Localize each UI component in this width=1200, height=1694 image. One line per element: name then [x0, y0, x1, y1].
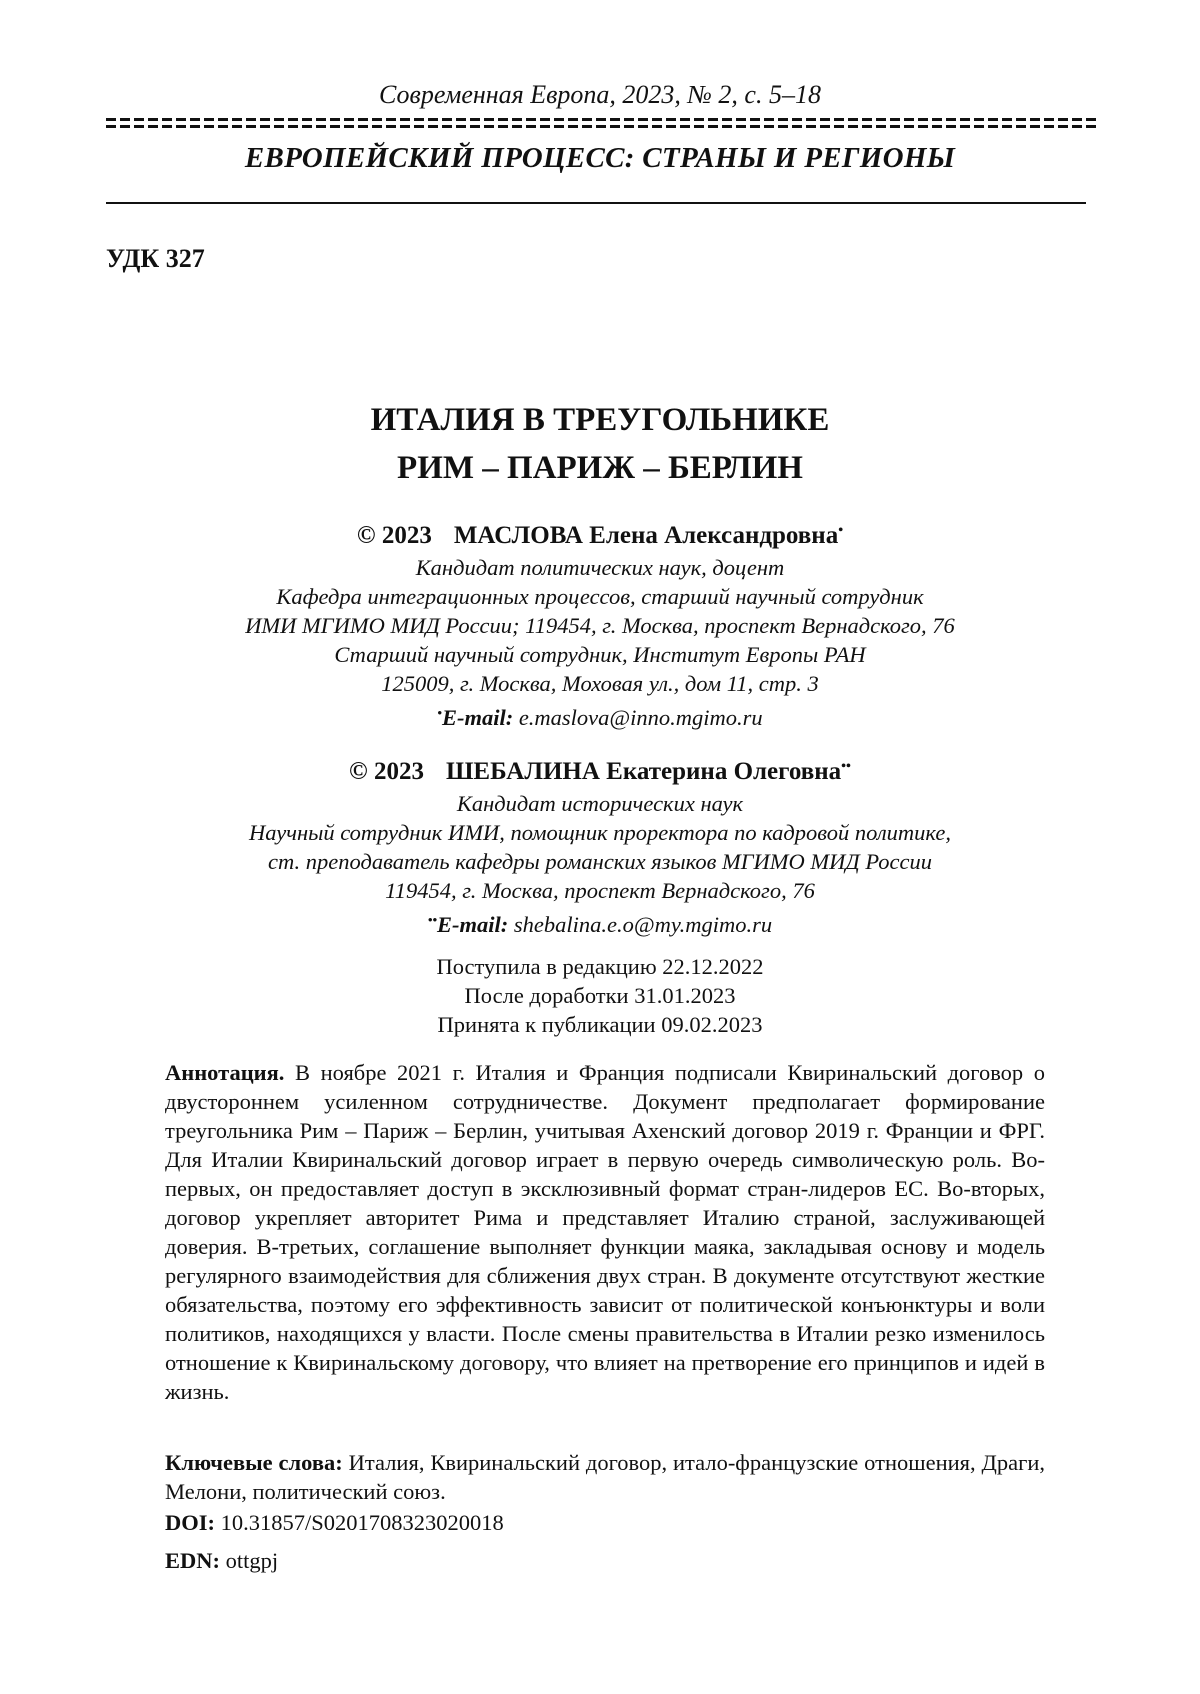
edn-value: ottgpj: [225, 1548, 279, 1573]
author-2-email-line: [0, 905, 1200, 939]
abstract-label: Аннотация.: [165, 1060, 285, 1085]
author-block-2: [0, 750, 1200, 939]
author-1-email[interactable]: e.maslova@inno.mgimo.ru: [518, 705, 763, 730]
doi-label: DOI:: [165, 1510, 215, 1535]
keywords-label: Ключевые слова:: [165, 1450, 343, 1475]
author-1-email-label: •E-mail:: [437, 705, 514, 730]
article-title: [0, 396, 1200, 492]
author-1-affiliation-line: Кафедра интеграционных процессов, старший научный сотрудник: [276, 584, 924, 609]
edn-label: EDN:: [165, 1548, 220, 1573]
section-title: ЕВРОПЕЙСКИЙ ПРОЦЕСС: СТРАНЫ И РЕГИОНЫ: [244, 142, 956, 174]
author-2-name: ШЕБАЛИНА Екатерина Олеговна: [445, 758, 842, 785]
keywords-text: Италия, Квиринальский договор, итало-французские отношения, Драги, Мелони, политический союз.: [165, 1450, 1046, 1504]
abstract-text: В ноябре 2021 г. Италия и Франция подписали Квиринальский договор о двустороннем усиленном сотрудничестве. Документ предполагает формирование треугольника Рим – Париж – Берлин, учитывая Ахенский договор 2019 г. Франции и ФРГ. Для Италии Квиринальский договор играет в первую очередь символическую роль. Во-первых, он предоставляет доступ в эксклюзивный формат стран-лидеров ЕС. Во-вторых, договор укрепляет авторитет Рима и представляет Италию страной, заслуживающей доверия. В-третьих, соглашение выполняет функции маяка, закладывая основу и модель регулярного взаимодействия для сближения двух стран. В документе отсутствуют жесткие обязательства, поэтому его эффективность зависит от политической конъюнктуры и воли политиков, находящихся у власти. После смены правительства в Италии резко изменилось отношение к Квиринальскому договору, что влияет на претворение его принципов и идей в жизнь.: [165, 1060, 1046, 1404]
author-1-affiliation-line: ИМИ МГИМО МИД России; 119454, г. Москва, проспект Вернадского, 76: [245, 613, 955, 638]
edn-line: [165, 1546, 278, 1575]
author-2-name-line: [0, 750, 1200, 789]
article-title-line-2: РИМ – ПАРИЖ – БЕРЛИН: [397, 450, 803, 486]
author-1-affiliation-line: Кандидат политических наук, доцент: [415, 555, 785, 580]
date-revised: После доработки 31.01.2023: [464, 983, 736, 1008]
author-1-copyright: © 2023: [356, 522, 432, 549]
abstract: [165, 1058, 1045, 1406]
section-divider: [106, 202, 1086, 204]
author-2-affiliation-line: Кандидат исторических наук: [456, 791, 744, 816]
date-accepted: Принята к публикации 09.02.2023: [437, 1012, 763, 1037]
date-received: Поступила в редакцию 22.12.2022: [436, 954, 764, 979]
author-2-affiliation-line: 119454, г. Москва, проспект Вернадского, 76: [385, 878, 815, 903]
author-2-copyright: © 2023: [349, 758, 424, 785]
author-1-email-line: [0, 698, 1200, 732]
author-1-marker: •: [838, 523, 844, 538]
author-2-marker: ••: [841, 759, 851, 774]
doi-value[interactable]: 10.31857/S0201708323020018: [220, 1510, 504, 1535]
submission-dates: [0, 952, 1200, 1039]
article-title-line-1: ИТАЛИЯ В ТРЕУГОЛЬНИКЕ: [370, 402, 830, 438]
author-1-name: МАСЛОВА Елена Александровна: [453, 522, 839, 549]
author-block-1: [0, 514, 1200, 732]
double-dashed-rule: [106, 118, 1098, 130]
author-2-affiliation-line: ст. преподаватель кафедры романских языков МГИМО МИД России: [268, 849, 932, 874]
author-2-email-label: ••E-mail:: [427, 912, 509, 937]
author-1-affiliation-line: 125009, г. Москва, Моховая ул., дом 11, стр. 3: [381, 671, 819, 696]
doi-line: [165, 1508, 504, 1537]
author-1-name-line: [0, 514, 1200, 553]
udk-code: УДК 327: [106, 244, 205, 273]
author-2-affiliation-line: Научный сотрудник ИМИ, помощник проректора по кадровой политике,: [249, 820, 951, 845]
keywords: [165, 1448, 1045, 1506]
journal-citation: Современная Европа, 2023, № 2, с. 5–18: [379, 80, 821, 109]
author-1-affiliation-line: Старший научный сотрудник, Институт Европы РАН: [334, 642, 866, 667]
author-2-email[interactable]: shebalina.e.o@my.mgimo.ru: [513, 912, 773, 937]
